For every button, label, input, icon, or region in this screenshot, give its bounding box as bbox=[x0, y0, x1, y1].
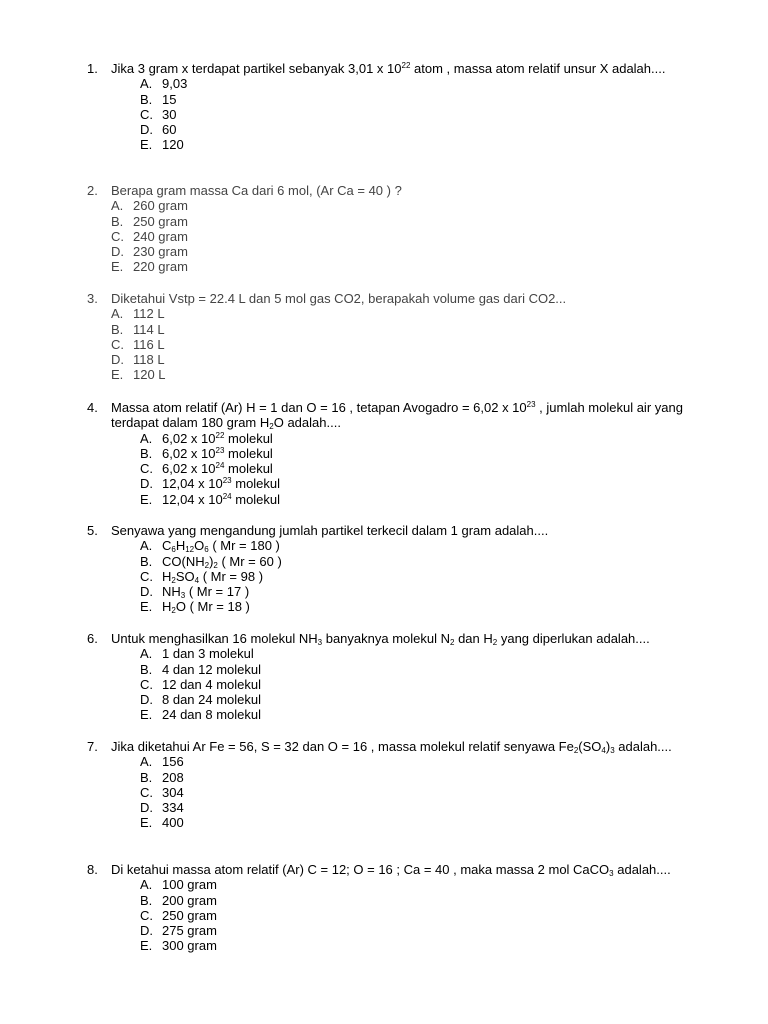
question-5 bbox=[87, 523, 717, 615]
option-e: E. 220 gram bbox=[111, 259, 188, 275]
question-number: 3. bbox=[87, 291, 98, 306]
option-e: E. 24 dan 8 molekul bbox=[140, 707, 262, 723]
option-c: C. $H_2SO_4$ ( Mr = 98 ) bbox=[140, 568, 264, 585]
question-2 bbox=[87, 183, 717, 275]
option-c: C. 30 bbox=[140, 106, 177, 122]
answer-options bbox=[87, 76, 717, 152]
option-d: D. $NH_3$ ( Mr = 17 ) bbox=[140, 584, 250, 601]
question-7 bbox=[87, 739, 717, 831]
option-b: B. 114 L bbox=[111, 321, 165, 337]
question-text: Jika diketahui Ar Fe = 56, S = 32 dan O = 16 , massa molekul relatif senyawa $Fe_2(SO_4)_3$ adalah.... bbox=[111, 739, 672, 755]
option-b: B. 200 gram bbox=[140, 892, 217, 908]
question-number: 6. bbox=[87, 631, 98, 646]
question-3 bbox=[87, 291, 717, 383]
question-number: 4. bbox=[87, 400, 98, 415]
answer-options bbox=[87, 431, 717, 507]
question-1 bbox=[87, 61, 717, 153]
option-a: A. 1 dan 3 molekul bbox=[140, 646, 254, 662]
option-d: D. 334 bbox=[140, 800, 184, 816]
answer-options bbox=[87, 646, 717, 722]
option-c: C. 304 bbox=[140, 784, 184, 800]
option-c: C. 12 dan 4 molekul bbox=[140, 676, 262, 692]
option-a: A. 9,03 bbox=[140, 76, 188, 92]
answer-options bbox=[87, 538, 717, 614]
option-c: C. 250 gram bbox=[140, 907, 217, 923]
option-c: C. 240 gram bbox=[111, 228, 188, 244]
option-b: B. 4 dan 12 molekul bbox=[140, 661, 262, 677]
option-b: B. 15 bbox=[140, 91, 177, 107]
option-e: E. 400 bbox=[140, 815, 184, 831]
question-number: 7. bbox=[87, 739, 98, 754]
option-b: B. $CO(NH_2)_2$ ( Mr = 60 ) bbox=[140, 553, 282, 570]
answer-options bbox=[87, 877, 717, 953]
option-e: E. 12,04 x $10^{24}$ molekul bbox=[140, 491, 281, 507]
question-number: 8. bbox=[87, 862, 98, 877]
option-a: A. $C_6H_{12}O_6$ ( Mr = 180 ) bbox=[140, 538, 280, 555]
option-b: B. 6,02 x $10^{23}$ molekul bbox=[140, 445, 273, 461]
option-a: A. 6,02 x $10^{22}$ molekul bbox=[140, 430, 273, 446]
option-d: D. 12,04 x $10^{23}$ molekul bbox=[140, 476, 281, 492]
question-text: Diketahui Vstp = 22.4 L dan 5 mol gas CO2, berapakah volume gas dari CO2... bbox=[111, 291, 567, 306]
question-number: 2. bbox=[87, 183, 98, 198]
option-b: B. 208 bbox=[140, 769, 184, 785]
option-e: E. $H_2O$ ( Mr = 18 ) bbox=[140, 599, 250, 616]
option-a: A. 100 gram bbox=[140, 877, 217, 893]
option-d: D. 118 L bbox=[111, 352, 165, 368]
option-e: E. 300 gram bbox=[140, 938, 217, 954]
question-text: Untuk menghasilkan 16 molekul $NH_3$ banyaknya molekul $N_2$ dan $H_2$ yang diperlukan adalah.... bbox=[111, 631, 650, 647]
option-e: E. 120 L bbox=[111, 367, 166, 383]
question-text: Senyawa yang mengandung jumlah partikel terkecil dalam 1 gram adalah.... bbox=[111, 523, 549, 538]
option-a: A. 112 L bbox=[111, 306, 165, 322]
option-a: A. 156 bbox=[140, 754, 184, 770]
question-text: Di ketahui massa atom relatif (Ar) C = 12; O = 16 ; Ca = 40 , maka massa 2 mol CaCO$_3$ adalah.... bbox=[111, 862, 671, 878]
question-number: 1. bbox=[87, 61, 98, 76]
option-d: D. 275 gram bbox=[140, 923, 217, 939]
option-d: D. 230 gram bbox=[111, 244, 188, 260]
option-d: D. 60 bbox=[140, 122, 177, 138]
question-text: Berapa gram massa Ca dari 6 mol, (Ar Ca = 40 ) ? bbox=[111, 183, 402, 198]
answer-options bbox=[87, 306, 717, 382]
option-e: E. 120 bbox=[140, 137, 184, 153]
answer-options bbox=[87, 198, 717, 274]
option-c: C. 116 L bbox=[111, 336, 165, 352]
option-d: D. 8 dan 24 molekul bbox=[140, 692, 262, 708]
answer-options bbox=[87, 754, 717, 830]
option-b: B. 250 gram bbox=[111, 213, 188, 229]
question-6 bbox=[87, 631, 717, 723]
option-c: C. 6,02 x $10^{24}$ molekul bbox=[140, 461, 273, 477]
question-text: Massa atom relatif (Ar) H = 1 dan O = 16 , tetapan Avogadro = 6,02 x $10^{23}$ , jumlah molekul air yang terdapat dalam 180 gram $H_2O$ adalah.... bbox=[111, 400, 683, 432]
question-8 bbox=[87, 862, 717, 954]
option-a: A. 260 gram bbox=[111, 198, 188, 214]
question-number: 5. bbox=[87, 523, 98, 538]
question-4 bbox=[87, 400, 717, 507]
question-text: Jika 3 gram x terdapat partikel sebanyak 3,01 x $10^{22}$ atom , massa atom relatif unsur X adalah.... bbox=[111, 61, 666, 76]
